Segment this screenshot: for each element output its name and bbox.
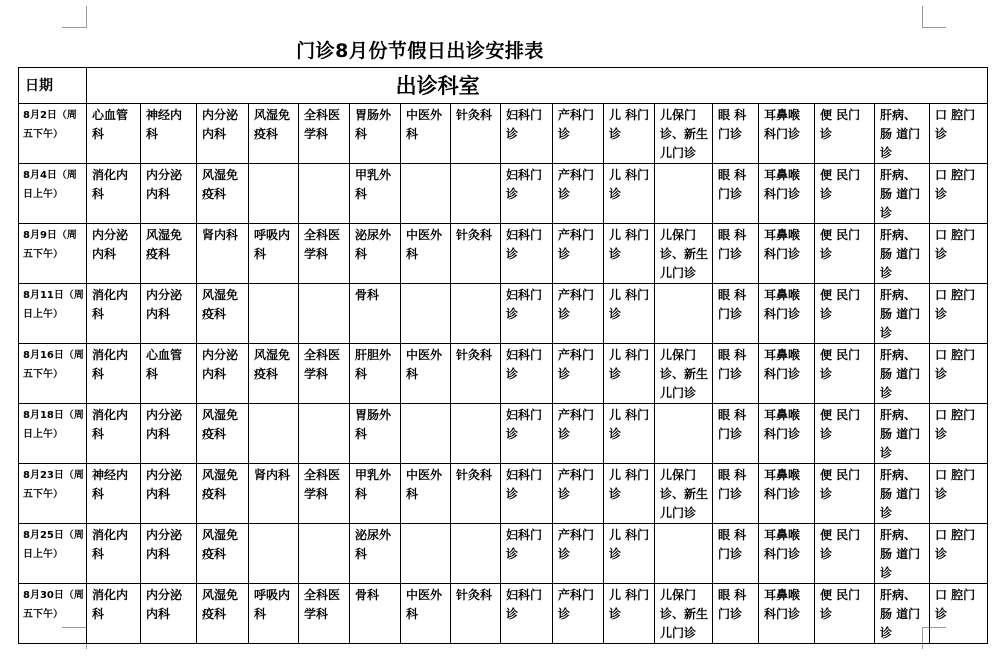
department-cell: 产科门诊 [553, 344, 604, 404]
date-cell: 8月4日（周日上午） [19, 164, 87, 224]
department-cell: 眼 科门诊 [713, 164, 759, 224]
department-cell: 妇科门诊 [501, 164, 553, 224]
department-cell: 针灸科 [451, 584, 501, 644]
date-cell: 8月9日（周五下午） [19, 224, 87, 284]
department-cell: 心血管科 [141, 344, 197, 404]
department-cell: 眼 科门诊 [713, 104, 759, 164]
department-cell: 骨科 [350, 584, 401, 644]
department-cell: 妇科门诊 [501, 584, 553, 644]
department-cell: 消化内科 [87, 524, 141, 584]
date-cell: 8月25日（周日上午） [19, 524, 87, 584]
schedule-table [18, 67, 988, 644]
department-cell: 风湿免疫科 [197, 584, 249, 644]
department-cell: 耳鼻喉科门诊 [759, 404, 815, 464]
department-cell: 儿 科门 诊 [604, 584, 655, 644]
department-cell: 产科门诊 [553, 164, 604, 224]
department-cell: 便 民门 诊 [815, 164, 875, 224]
date-cell: 8月11日（周日上午） [19, 284, 87, 344]
department-cell: 针灸科 [451, 224, 501, 284]
department-cell: 肝病、肠 道门 诊 [875, 164, 930, 224]
department-cell: 中医外科 [401, 464, 451, 524]
department-cell [299, 524, 350, 584]
department-cell: 便 民门 诊 [815, 404, 875, 464]
department-cell: 风湿免疫科 [141, 224, 197, 284]
department-cell: 肝病、肠 道门 诊 [875, 584, 930, 644]
department-cell [401, 164, 451, 224]
department-cell: 儿 科门 诊 [604, 404, 655, 464]
department-cell [249, 524, 299, 584]
department-cell: 肾内科 [197, 224, 249, 284]
department-cell: 内分泌内科 [141, 524, 197, 584]
department-cell: 消化内科 [87, 584, 141, 644]
department-cell: 便 民门 诊 [815, 584, 875, 644]
department-cell: 儿 科门 诊 [604, 464, 655, 524]
department-cell: 口 腔门 诊 [930, 284, 988, 344]
department-cell [249, 404, 299, 464]
department-cell: 针灸科 [451, 464, 501, 524]
date-cell: 8月30日（周五下午） [19, 584, 87, 644]
department-cell: 产科门诊 [553, 284, 604, 344]
header-date-cell: 日期 [19, 68, 87, 104]
department-cell [299, 404, 350, 464]
document-title: 门诊8月份节假日出诊安排表 [296, 40, 544, 62]
department-cell: 妇科门诊 [501, 224, 553, 284]
department-cell: 内分泌内科 [141, 164, 197, 224]
department-cell: 便 民门 诊 [815, 104, 875, 164]
department-cell [655, 404, 713, 464]
department-cell: 中医外科 [401, 344, 451, 404]
department-cell: 肝病、肠 道门 诊 [875, 344, 930, 404]
department-cell: 儿保门诊、新生儿门诊 [655, 584, 713, 644]
schedule-row [19, 524, 988, 584]
date-cell: 8月18日（周日上午） [19, 404, 87, 464]
schedule-row [19, 104, 988, 164]
department-cell [655, 524, 713, 584]
department-cell: 针灸科 [451, 104, 501, 164]
department-cell: 口 腔门 诊 [930, 164, 988, 224]
department-cell: 口 腔门 诊 [930, 524, 988, 584]
department-cell: 甲乳外科 [350, 164, 401, 224]
department-cell: 内分泌内科 [141, 464, 197, 524]
department-cell: 便 民门 诊 [815, 524, 875, 584]
department-cell: 全科医学科 [299, 104, 350, 164]
schedule-row [19, 464, 988, 524]
department-cell: 妇科门诊 [501, 404, 553, 464]
department-cell: 妇科门诊 [501, 524, 553, 584]
department-cell: 眼 科门诊 [713, 464, 759, 524]
department-cell: 妇科门诊 [501, 284, 553, 344]
department-cell [451, 524, 501, 584]
department-cell: 内分泌内科 [197, 104, 249, 164]
department-cell: 妇科门诊 [501, 104, 553, 164]
department-cell: 肝病、肠 道门 诊 [875, 524, 930, 584]
date-cell: 8月23日（周五下午） [19, 464, 87, 524]
department-cell: 耳鼻喉科门诊 [759, 104, 815, 164]
department-cell [249, 284, 299, 344]
department-cell: 泌尿外科 [350, 524, 401, 584]
department-cell: 肝病、肠 道门 诊 [875, 404, 930, 464]
department-cell: 妇科门诊 [501, 344, 553, 404]
department-cell: 儿 科门 诊 [604, 284, 655, 344]
header-departments-cell [87, 68, 988, 104]
department-cell [249, 164, 299, 224]
department-cell: 耳鼻喉科门诊 [759, 344, 815, 404]
department-cell: 耳鼻喉科门诊 [759, 524, 815, 584]
department-cell: 肝病、肠 道门 诊 [875, 284, 930, 344]
department-cell: 便 民门 诊 [815, 464, 875, 524]
department-cell: 全科医学科 [299, 584, 350, 644]
department-cell: 便 民门 诊 [815, 284, 875, 344]
header-departments-label: 出诊科室 [395, 74, 480, 98]
schedule-row [19, 284, 988, 344]
department-cell: 中医外科 [401, 224, 451, 284]
department-cell: 产科门诊 [553, 104, 604, 164]
department-cell: 风湿免疫科 [249, 344, 299, 404]
department-cell: 内分泌内科 [141, 584, 197, 644]
department-cell: 产科门诊 [553, 524, 604, 584]
department-cell: 眼 科门诊 [713, 524, 759, 584]
department-cell: 儿 科门 诊 [604, 524, 655, 584]
department-cell: 全科医学科 [299, 224, 350, 284]
schedule-row [19, 404, 988, 464]
department-cell [655, 284, 713, 344]
department-cell: 消化内科 [87, 164, 141, 224]
department-cell: 心血管科 [87, 104, 141, 164]
department-cell: 眼 科门诊 [713, 404, 759, 464]
department-cell: 儿保门诊、新生儿门诊 [655, 224, 713, 284]
department-cell: 肝病、肠 道门 诊 [875, 224, 930, 284]
department-cell: 口 腔门 诊 [930, 104, 988, 164]
department-cell: 风湿免疫科 [197, 284, 249, 344]
department-cell [451, 404, 501, 464]
department-cell: 神经内科 [87, 464, 141, 524]
department-cell: 儿 科门 诊 [604, 164, 655, 224]
department-cell [655, 164, 713, 224]
department-cell: 耳鼻喉科门诊 [759, 224, 815, 284]
department-cell: 便 民门 诊 [815, 344, 875, 404]
department-cell: 全科医学科 [299, 344, 350, 404]
department-cell: 便 民门 诊 [815, 224, 875, 284]
department-cell: 泌尿外科 [350, 224, 401, 284]
department-cell: 针灸科 [451, 344, 501, 404]
department-cell: 胃肠外科 [350, 104, 401, 164]
department-cell: 消化内科 [87, 344, 141, 404]
department-cell [401, 524, 451, 584]
department-cell [451, 164, 501, 224]
department-cell: 中医外科 [401, 584, 451, 644]
department-cell: 内分泌内科 [141, 404, 197, 464]
department-cell [401, 284, 451, 344]
department-cell: 风湿免疫科 [249, 104, 299, 164]
department-cell: 耳鼻喉科门诊 [759, 464, 815, 524]
department-cell: 耳鼻喉科门诊 [759, 284, 815, 344]
department-cell: 内分泌内科 [197, 344, 249, 404]
department-cell: 消化内科 [87, 404, 141, 464]
department-cell: 眼 科门诊 [713, 344, 759, 404]
department-cell: 风湿免疫科 [197, 524, 249, 584]
schedule-row [19, 164, 988, 224]
department-cell: 中医外科 [401, 104, 451, 164]
department-cell: 口 腔门 诊 [930, 344, 988, 404]
table-header-row [19, 68, 988, 104]
schedule-row [19, 344, 988, 404]
department-cell [299, 164, 350, 224]
department-cell [451, 284, 501, 344]
department-cell: 眼 科门诊 [713, 584, 759, 644]
department-cell: 眼 科门诊 [713, 284, 759, 344]
department-cell: 儿 科门 诊 [604, 104, 655, 164]
department-cell: 儿 科门 诊 [604, 344, 655, 404]
department-cell: 口 腔门 诊 [930, 224, 988, 284]
department-cell: 产科门诊 [553, 584, 604, 644]
department-cell: 全科医学科 [299, 464, 350, 524]
department-cell: 风湿免疫科 [197, 164, 249, 224]
date-cell: 8月2日（周五下午） [19, 104, 87, 164]
department-cell: 风湿免疫科 [197, 404, 249, 464]
department-cell: 肝病、肠 道门 诊 [875, 464, 930, 524]
department-cell: 耳鼻喉科门诊 [759, 584, 815, 644]
department-cell: 口 腔门 诊 [930, 464, 988, 524]
department-cell: 神经内科 [141, 104, 197, 164]
department-cell: 肝病、肠 道门 诊 [875, 104, 930, 164]
department-cell: 呼吸内科 [249, 584, 299, 644]
department-cell: 产科门诊 [553, 404, 604, 464]
schedule-row [19, 224, 988, 284]
department-cell [299, 284, 350, 344]
department-cell: 儿保门诊、新生儿门诊 [655, 104, 713, 164]
department-cell: 胃肠外科 [350, 404, 401, 464]
department-cell: 儿 科门 诊 [604, 224, 655, 284]
department-cell: 儿保门诊、新生儿门诊 [655, 344, 713, 404]
schedule-row [19, 584, 988, 644]
department-cell: 口 腔门 诊 [930, 584, 988, 644]
department-cell: 眼 科门诊 [713, 224, 759, 284]
department-cell: 内分泌内科 [87, 224, 141, 284]
department-cell: 口 腔门 诊 [930, 404, 988, 464]
department-cell: 儿保门诊、新生儿门诊 [655, 464, 713, 524]
department-cell: 肾内科 [249, 464, 299, 524]
department-cell: 风湿免疫科 [197, 464, 249, 524]
department-cell: 耳鼻喉科门诊 [759, 164, 815, 224]
date-cell: 8月16日（周五下午） [19, 344, 87, 404]
department-cell: 消化内科 [87, 284, 141, 344]
department-cell: 呼吸内科 [249, 224, 299, 284]
department-cell: 甲乳外科 [350, 464, 401, 524]
department-cell: 产科门诊 [553, 224, 604, 284]
department-cell: 肝胆外科 [350, 344, 401, 404]
department-cell: 内分泌内科 [141, 284, 197, 344]
department-cell: 骨科 [350, 284, 401, 344]
department-cell: 产科门诊 [553, 464, 604, 524]
department-cell [401, 404, 451, 464]
department-cell: 妇科门诊 [501, 464, 553, 524]
